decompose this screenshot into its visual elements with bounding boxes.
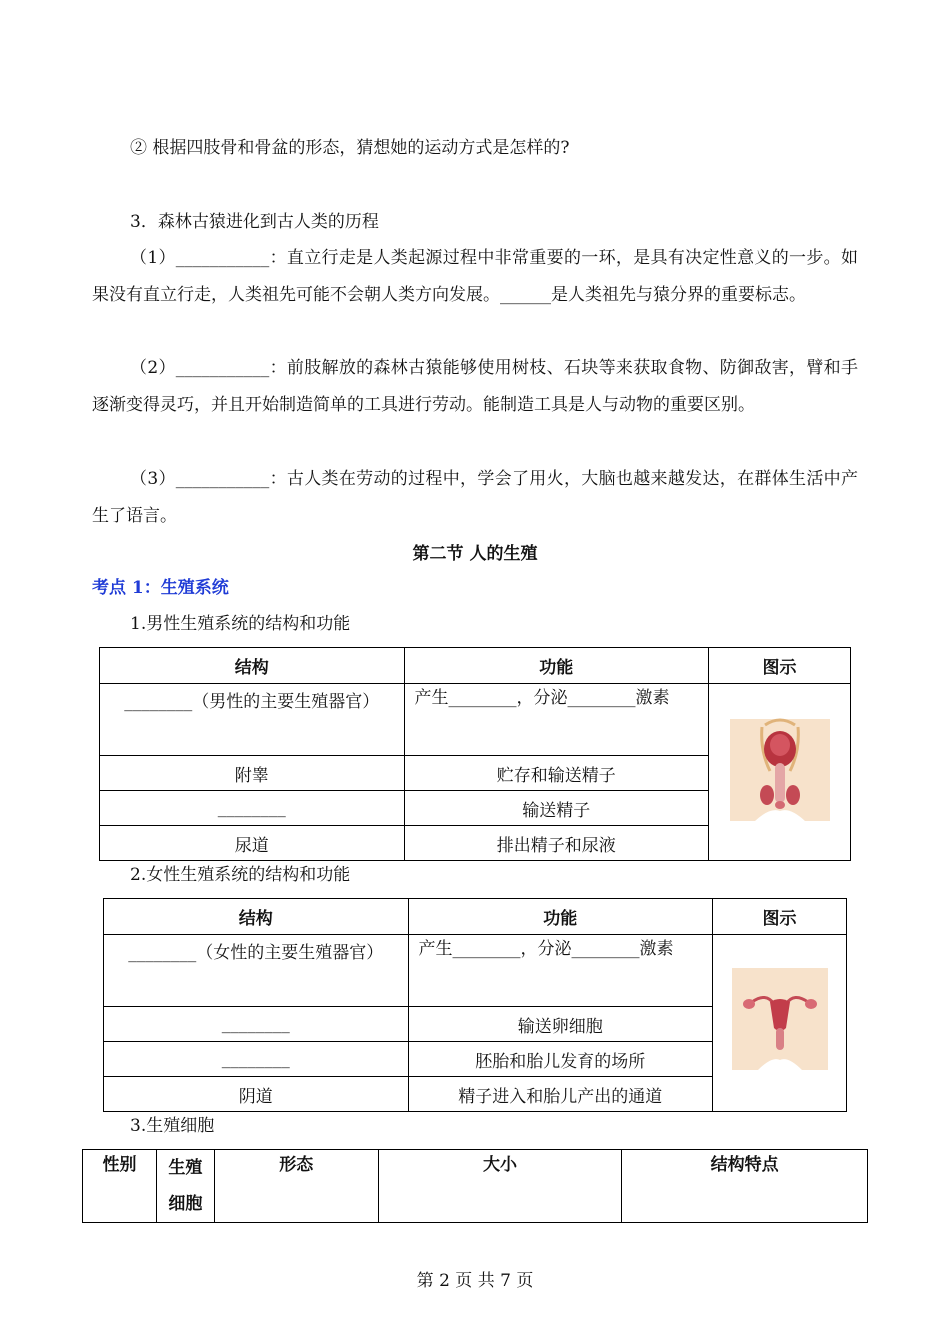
female-table <box>103 898 847 1112</box>
female-figure-cell <box>713 935 847 1112</box>
male-row-1-structure: ________（男性的主要生殖器官） <box>100 684 405 756</box>
female-row-1-function: 产生________，分泌________激素 <box>408 935 713 1007</box>
male-header-structure: 结构 <box>100 648 405 684</box>
paragraph-3: （3）___________：古人类在劳动的过程中，学会了用火，大脑也越来越发达，在群体生活中产生了语言。 <box>92 469 858 526</box>
male-header-figure: 图示 <box>709 648 851 684</box>
male-row-4-structure: 尿道 <box>100 826 405 861</box>
male-row-4-function: 排出精子和尿液 <box>404 826 709 861</box>
cells-caption: 3.生殖细胞 <box>130 1116 215 1136</box>
female-row-2-function: 输送卵细胞 <box>408 1007 713 1042</box>
heading-evolution: 3．森林古猿进化到古人类的历程 <box>130 212 379 232</box>
female-row-2-structure: ________ <box>104 1007 409 1042</box>
female-row-3-structure: ________ <box>104 1042 409 1077</box>
female-row-3-function: 胚胎和胎儿发育的场所 <box>408 1042 713 1077</box>
page-footer: 第 2 页 共 7 页 <box>416 1271 534 1291</box>
male-header-function: 功能 <box>404 648 709 684</box>
section-title: 第二节 人的生殖 <box>412 544 538 564</box>
female-row-1-structure: ________（女性的主要生殖器官） <box>104 935 409 1007</box>
female-header-figure: 图示 <box>713 899 847 935</box>
cells-header-shape: 形态 <box>214 1150 378 1223</box>
male-row-2-structure: 附睾 <box>100 756 405 791</box>
cells-header-cell: 生殖细胞 <box>156 1150 214 1223</box>
male-row-1-function: 产生________，分泌________激素 <box>404 684 709 756</box>
kaodian-heading: 考点 1：生殖系统 <box>92 578 229 598</box>
male-row-3-function: 输送精子 <box>404 791 709 826</box>
paragraph-1: （1）___________：直立行走是人类起源过程中非常重要的一环，是具有决定性意义的一步。如果没有直立行走，人类祖先可能不会朝人类方向发展。______是人类祖先与猿分界的重要标志。 <box>92 248 858 305</box>
female-caption: 2.女性生殖系统的结构和功能 <box>130 865 351 885</box>
female-header-function: 功能 <box>408 899 713 935</box>
male-figure-cell <box>709 684 851 861</box>
female-reproductive-figure-icon <box>722 962 838 1080</box>
question-2-2: ② 根据四肢骨和骨盆的形态，猜想她的运动方式是怎样的? <box>130 138 570 158</box>
male-row-2-function: 贮存和输送精子 <box>404 756 709 791</box>
cells-header-feature: 结构特点 <box>622 1150 868 1223</box>
male-row-3-structure: ________ <box>100 791 405 826</box>
paragraph-2: （2）___________：前肢解放的森林古猿能够使用树枝、石块等来获取食物、防御敌害，臂和手逐渐变得灵巧，并且开始制造简单的工具进行劳动。能制造工具是人与动物的重要区别。 <box>92 358 858 415</box>
cells-header-sex: 性别 <box>83 1150 157 1223</box>
cells-table <box>82 1149 868 1223</box>
male-reproductive-figure-icon <box>720 711 840 829</box>
male-table <box>99 647 851 861</box>
cells-header-size: 大小 <box>378 1150 622 1223</box>
female-row-4-structure: 阴道 <box>104 1077 409 1112</box>
female-row-4-function: 精子进入和胎儿产出的通道 <box>408 1077 713 1112</box>
female-header-structure: 结构 <box>104 899 409 935</box>
male-caption: 1.男性生殖系统的结构和功能 <box>130 614 351 634</box>
